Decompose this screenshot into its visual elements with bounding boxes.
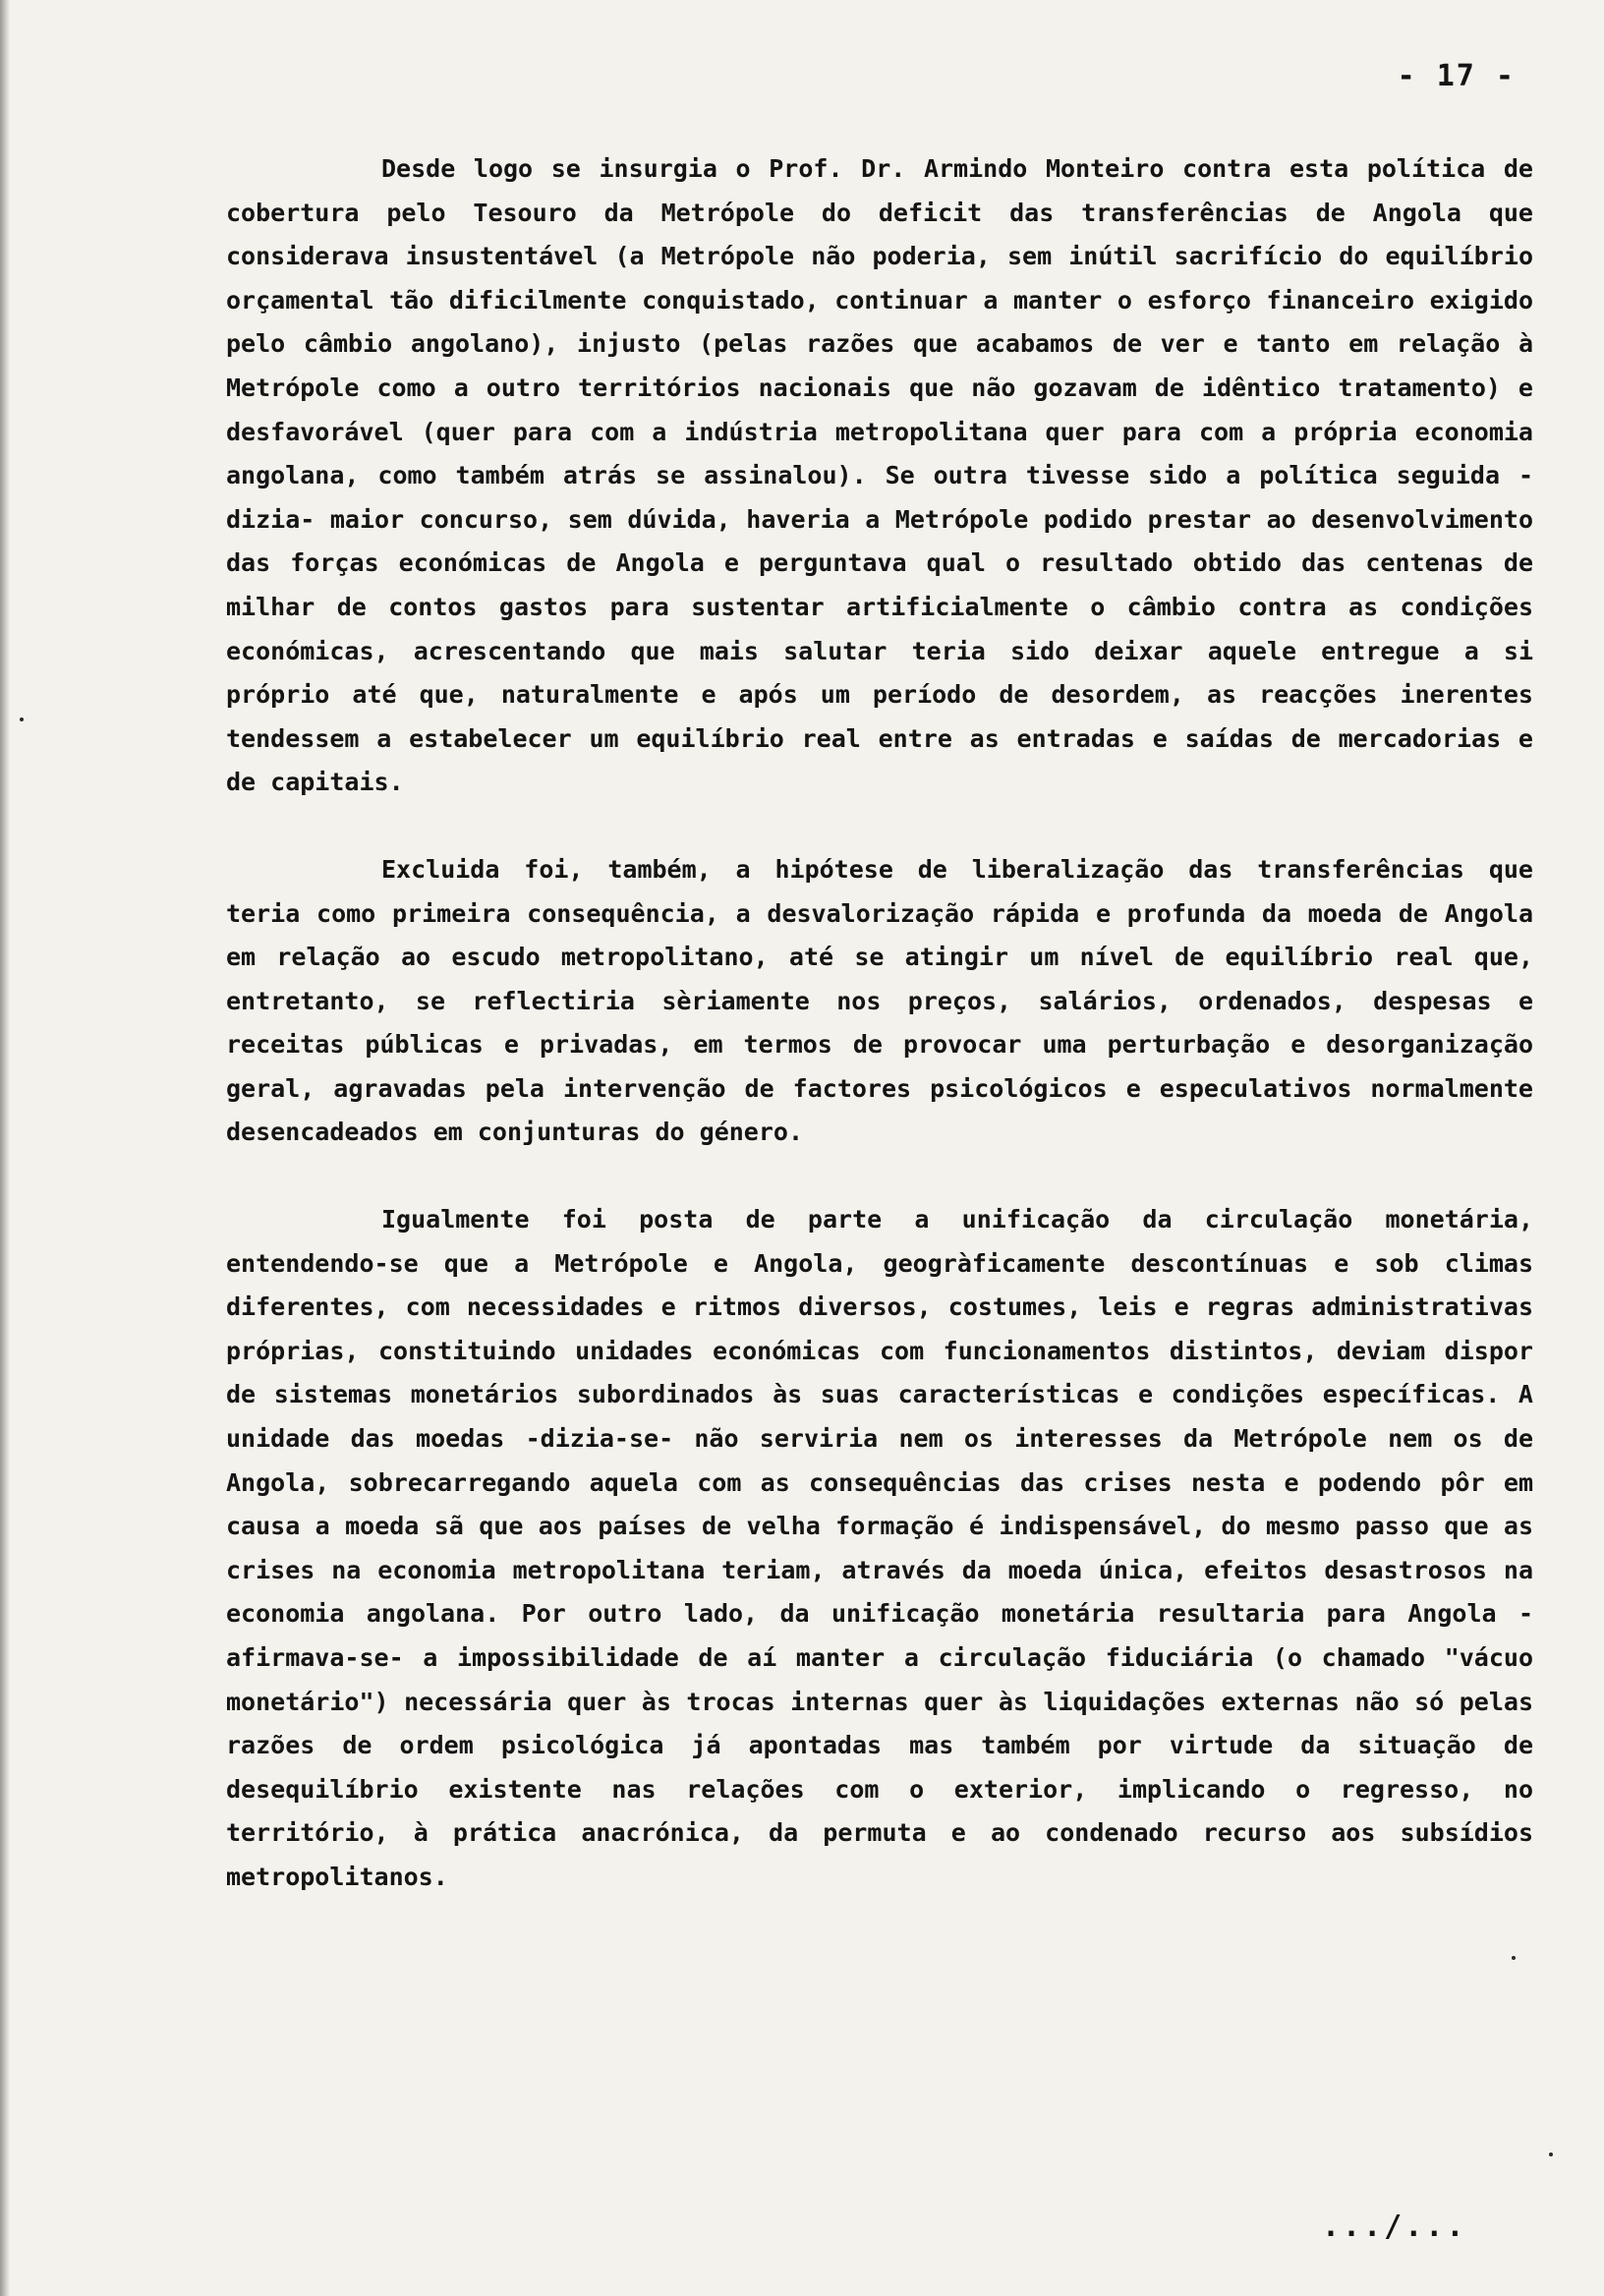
scan-edge-shadow	[0, 0, 10, 2296]
page-number: - 17 -	[1397, 59, 1516, 93]
scan-speck	[1512, 1956, 1516, 1960]
paragraph-1: Desde logo se insurgia o Prof. Dr. Armindo Monteiro contra esta política de cobertura pelo Tesouro da Metrópole do deficit das transferências de Angola que considerava insustentável (a Metrópole não poderia, sem inútil sacrifício do equilíbrio orçamental tão dificilmente conquistado, continuar a manter o esforço financeiro exigido pelo câmbio angolano), injusto (pelas razões que acabamos de ver e tanto em relação à Metrópole como a outro territórios nacionais que não gozavam de idêntico tratamento) e desfavorável (quer para com a indústria metropolitana quer para com a própria economia angolana, como também atrás se assinalou). Se outra tivesse sido a política seguida -dizia- maior concurso, sem dúvida, haveria a Metrópole podido prestar ao desenvolvimento das forças económicas de Angola e perguntava qual o resultado obtido das centenas de milhar de contos gastos para sustentar artificialmente o câmbio contra as condições económicas, acrescentando que mais salutar teria sido deixar aquele entregue a si próprio até que, naturalmente e após um período de desordem, as reacções inerentes tendessem a estabelecer um equilíbrio real entre as entradas e saídas de mercadorias e de capitais.	[226, 154, 1533, 797]
scan-speck	[20, 718, 24, 721]
continuation-mark: .../...	[1322, 2210, 1467, 2244]
body-text	[226, 147, 1533, 1900]
paragraph-2: Excluida foi, também, a hipótese de liberalização das transferências que teria como primeira consequência, a desvalorização rápida e profunda da moeda de Angola em relação ao escudo metropolitano, até se atingir um nível de equilíbrio real que, entretanto, se reflectiria sèriamente nos preços, salários, ordenados, despesas e receitas públicas e privadas, em termos de provocar uma perturbação e desorganização geral, agravadas pela intervenção de factores psicológicos e especulativos normalmente desencadeados em conjunturas do género.	[226, 854, 1533, 1147]
scan-speck	[1549, 2152, 1553, 2156]
paragraph-3: Igualmente foi posta de parte a unificação da circulação monetária, entendendo-se que a Metrópole e Angola, geogràficamente descontínuas e sob climas diferentes, com necessidades e ritmos diversos, costumes, leis e regras administrativas próprias, constituindo unidades económicas com funcionamentos distintos, deviam dispor de sistemas monetários subordinados às suas características e condições específicas. A unidade das moedas -dizia-se- não serviria nem os interesses da Metrópole nem os de Angola, sobrecarregando aquela com as consequências das crises nesta e podendo pôr em causa a moeda sã que aos países de velha formação é indispensável, do mesmo passo que as crises na economia metropolitana teriam, através da moeda única, efeitos desastrosos na economia angolana. Por outro lado, da unificação monetária resultaria para Angola -afirmava-se- a impossibilidade de aí manter a circulação fiduciária (o chamado "vácuo monetário") necessária quer às trocas internas quer às liquidações externas não só pelas razões de ordem psicológica já apontadas mas também por virtude da situação de desequilíbrio existente nas relações com o exterior, implicando o regresso, no território, à prática anacrónica, da permuta e ao condenado recurso aos subsídios metropolitanos.	[226, 1205, 1533, 1891]
